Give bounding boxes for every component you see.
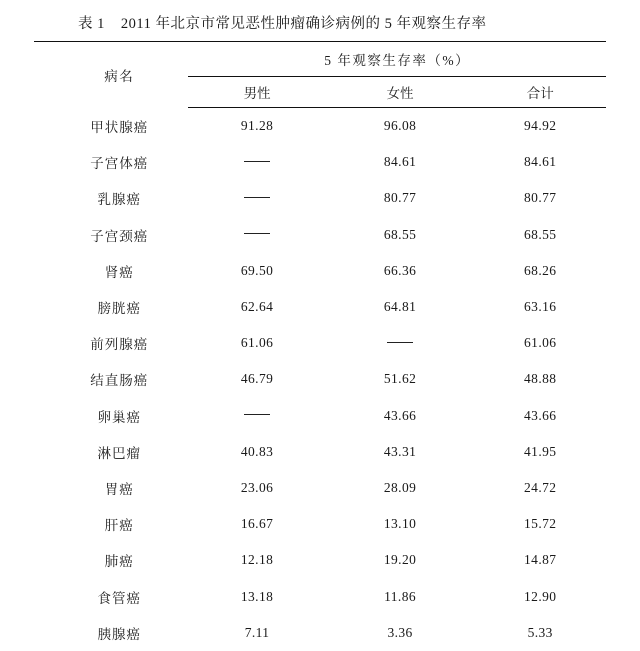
cell-disease: 乳腺癌 — [97, 192, 141, 208]
dash-icon — [387, 342, 413, 343]
cell-female — [326, 325, 475, 361]
column-header-female: 女性 — [326, 77, 475, 108]
column-header-group: 5 年观察生存率（%） — [188, 42, 606, 77]
cell-male — [188, 217, 325, 253]
cell-female: 11.86 — [384, 588, 416, 604]
cell-disease: 甲状腺癌 — [90, 119, 149, 135]
table-row — [34, 578, 606, 614]
cell-male — [188, 180, 325, 216]
table-row — [34, 325, 606, 361]
cell-disease: 肝癌 — [104, 518, 134, 534]
cell-disease: 食管癌 — [97, 590, 141, 606]
cell-disease: 子宫颈癌 — [90, 228, 149, 244]
cell-female: 28.09 — [383, 479, 417, 495]
column-header-disease: 病名 — [34, 42, 188, 108]
table-row — [34, 108, 606, 145]
cell-disease: 卵巢癌 — [97, 409, 141, 425]
cell-male: 61.06 — [240, 335, 274, 351]
cell-total: 80.77 — [524, 190, 557, 206]
cell-female: 3.36 — [387, 624, 413, 640]
cell-disease: 前列腺癌 — [90, 337, 149, 353]
table-header-row-1 — [34, 42, 606, 77]
cell-female: 66.36 — [383, 262, 417, 278]
cell-total: 48.88 — [524, 371, 557, 387]
dash-icon — [244, 197, 270, 198]
table-row — [34, 506, 606, 542]
table-header — [34, 42, 606, 108]
table-row — [34, 434, 606, 470]
column-header-male: 男性 — [188, 77, 325, 108]
cell-male: 12.18 — [240, 552, 274, 568]
cell-male — [188, 144, 325, 180]
table-row — [34, 615, 606, 651]
table-row — [34, 398, 606, 434]
cell-female: 68.55 — [383, 226, 417, 242]
cell-female: 51.62 — [383, 371, 417, 387]
cell-female: 84.61 — [383, 154, 417, 170]
table-row — [34, 361, 606, 397]
dash-icon — [244, 414, 270, 415]
cell-total: 61.06 — [524, 335, 557, 351]
cell-male: 62.64 — [240, 299, 274, 315]
cell-male: 46.79 — [240, 371, 274, 387]
cell-female: 96.08 — [383, 118, 417, 134]
survival-rate-table — [34, 41, 606, 651]
cell-total: 68.55 — [524, 226, 557, 242]
column-header-total: 合计 — [474, 77, 606, 108]
cell-disease: 膀胱癌 — [97, 301, 141, 317]
cell-male: 69.50 — [240, 262, 274, 278]
cell-disease: 子宫体癌 — [90, 156, 149, 172]
cell-disease: 肾癌 — [104, 264, 134, 280]
dash-icon — [244, 161, 270, 162]
table-row — [34, 289, 606, 325]
table-row — [34, 217, 606, 253]
cell-female: 64.81 — [383, 299, 417, 315]
cell-male: 7.11 — [244, 624, 270, 640]
cell-total: 68.26 — [524, 262, 557, 278]
cell-total: 14.87 — [524, 552, 557, 568]
table-caption-label: 表 1 — [78, 16, 105, 32]
cell-disease: 肺癌 — [104, 554, 134, 570]
table-row — [34, 542, 606, 578]
cell-female: 80.77 — [383, 190, 417, 206]
cell-female: 43.31 — [383, 443, 417, 459]
cell-total: 43.66 — [524, 407, 557, 423]
table-row — [34, 470, 606, 506]
cell-male — [188, 398, 325, 434]
cell-male: 91.28 — [240, 118, 274, 134]
cell-total: 41.95 — [524, 443, 557, 459]
table-row — [34, 180, 606, 216]
cell-male: 16.67 — [240, 516, 274, 532]
cell-female: 13.10 — [383, 516, 417, 532]
dash-icon — [244, 233, 270, 234]
cell-total: 63.16 — [524, 299, 557, 315]
cell-disease: 胰腺癌 — [97, 626, 141, 642]
cell-male: 23.06 — [240, 479, 274, 495]
cell-male: 13.18 — [240, 588, 274, 604]
table-body — [34, 108, 606, 651]
cell-male: 40.83 — [240, 443, 274, 459]
cell-female: 43.66 — [383, 407, 417, 423]
cell-disease: 胃癌 — [104, 481, 134, 497]
cell-female: 19.20 — [383, 552, 417, 568]
cell-total: 12.90 — [524, 588, 557, 604]
cell-total: 15.72 — [524, 516, 557, 532]
cell-disease: 结直肠癌 — [90, 373, 149, 389]
table-row — [34, 253, 606, 289]
cell-total: 84.61 — [524, 154, 557, 170]
cell-total: 24.72 — [524, 479, 557, 495]
cell-total: 94.92 — [524, 118, 557, 134]
cell-total: 5.33 — [527, 624, 553, 640]
table-row — [34, 144, 606, 180]
table-caption — [34, 12, 606, 41]
cell-disease: 淋巴瘤 — [97, 445, 141, 461]
table-caption-text: 2011 年北京市常见恶性肿瘤确诊病例的 5 年观察生存率 — [120, 16, 487, 32]
